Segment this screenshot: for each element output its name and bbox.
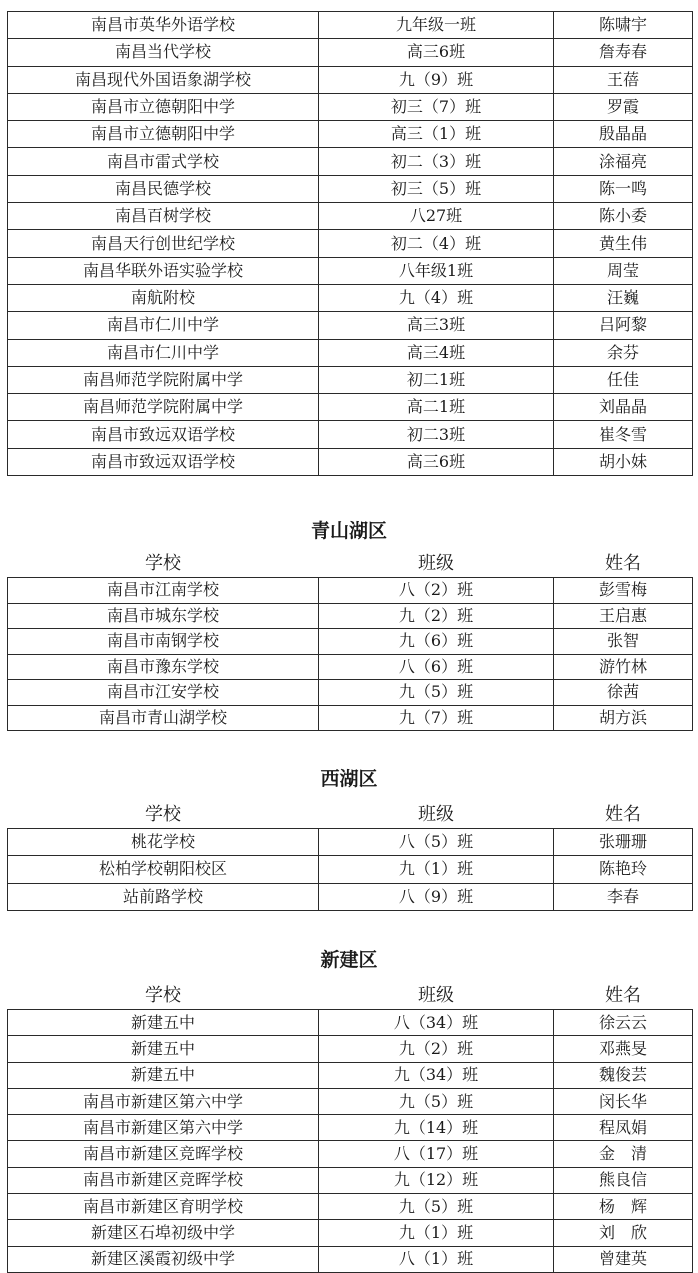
school-cell: 松柏学校朝阳校区 xyxy=(8,856,319,883)
table-row xyxy=(8,680,693,706)
school-cell: 南昌华联外语实验学校 xyxy=(8,257,319,284)
name-cell: 曾建英 xyxy=(554,1246,693,1272)
class-cell: 八（1）班 xyxy=(319,1246,554,1272)
school-cell: 桃花学校 xyxy=(8,829,319,856)
name-cell: 徐茜 xyxy=(554,680,693,706)
name-cell: 汪巍 xyxy=(554,284,693,311)
name-cell: 魏俊芸 xyxy=(554,1062,693,1088)
school-cell: 南昌市立德朝阳中学 xyxy=(8,121,319,148)
school-cell: 新建区溪霞初级中学 xyxy=(8,1246,319,1272)
school-cell: 南昌市仁川中学 xyxy=(8,339,319,366)
table-row xyxy=(8,629,693,655)
name-cell: 张珊珊 xyxy=(554,829,693,856)
roster-table-qingshanhu xyxy=(7,549,693,731)
table-row xyxy=(8,175,693,202)
table-row xyxy=(8,312,693,339)
header-name: 姓名 xyxy=(605,985,641,1006)
class-cell: 九（2）班 xyxy=(319,603,554,629)
name-cell: 李春 xyxy=(554,883,693,910)
table-row xyxy=(8,829,693,856)
name-cell: 王蓓 xyxy=(554,66,693,93)
class-cell: 高三4班 xyxy=(319,339,554,366)
name-cell: 徐云云 xyxy=(554,1010,693,1036)
table-row xyxy=(8,1036,693,1062)
school-cell: 南昌百树学校 xyxy=(8,203,319,230)
class-cell: 八（9）班 xyxy=(319,883,554,910)
class-cell: 初二（4）班 xyxy=(319,230,554,257)
header-name: 姓名 xyxy=(605,553,641,574)
district-title-qingshanhu: 青山湖区 xyxy=(310,520,387,542)
class-cell: 八（2）班 xyxy=(319,578,554,604)
class-cell: 九（34）班 xyxy=(319,1062,554,1088)
name-cell: 吕阿黎 xyxy=(554,312,693,339)
table-row xyxy=(8,1141,693,1167)
school-cell: 南昌市仁川中学 xyxy=(8,312,319,339)
school-cell: 南昌市致远双语学校 xyxy=(8,421,319,448)
name-cell: 陈艳玲 xyxy=(554,856,693,883)
table-row xyxy=(8,12,693,39)
table-row xyxy=(8,1220,693,1246)
school-cell: 南昌市新建区第六中学 xyxy=(8,1088,319,1114)
header-school: 学校 xyxy=(145,804,181,825)
name-cell: 胡方浜 xyxy=(554,705,693,731)
name-cell: 彭雪梅 xyxy=(554,578,693,604)
class-cell: 初二3班 xyxy=(319,421,554,448)
school-cell: 南昌市新建区育明学校 xyxy=(8,1194,319,1220)
name-cell: 周莹 xyxy=(554,257,693,284)
class-cell: 八（5）班 xyxy=(319,829,554,856)
class-cell: 高三3班 xyxy=(319,312,554,339)
name-cell: 余芬 xyxy=(554,339,693,366)
table-row xyxy=(8,230,693,257)
table-row xyxy=(8,654,693,680)
school-cell: 新建区石埠初级中学 xyxy=(8,1220,319,1246)
class-cell: 九（4）班 xyxy=(319,284,554,311)
class-cell: 九（5）班 xyxy=(319,1194,554,1220)
name-cell: 詹寿春 xyxy=(554,39,693,66)
class-cell: 八年级1班 xyxy=(319,257,554,284)
table-row xyxy=(8,1246,693,1272)
table-row xyxy=(8,257,693,284)
table-row xyxy=(8,66,693,93)
school-cell: 南昌民德学校 xyxy=(8,175,319,202)
table-row xyxy=(8,203,693,230)
class-cell: 九（1）班 xyxy=(319,1220,554,1246)
table-row xyxy=(8,1167,693,1193)
roster-table-xihu xyxy=(7,800,693,911)
school-cell: 新建五中 xyxy=(8,1036,319,1062)
table-row xyxy=(8,148,693,175)
name-cell: 任佳 xyxy=(554,366,693,393)
name-cell: 殷晶晶 xyxy=(554,121,693,148)
class-cell: 初二（3）班 xyxy=(319,148,554,175)
school-cell: 南昌天行创世纪学校 xyxy=(8,230,319,257)
table-row xyxy=(8,1194,693,1220)
class-cell: 九（1）班 xyxy=(319,856,554,883)
table-row xyxy=(8,705,693,731)
table-row xyxy=(8,39,693,66)
table-row xyxy=(8,394,693,421)
class-cell: 九（5）班 xyxy=(319,1088,554,1114)
school-cell: 南昌市江南学校 xyxy=(8,578,319,604)
school-cell: 南昌市城东学校 xyxy=(8,603,319,629)
school-cell: 南昌市南钢学校 xyxy=(8,629,319,655)
name-cell: 杨 辉 xyxy=(554,1194,693,1220)
table-row xyxy=(8,284,693,311)
school-cell: 南昌市英华外语学校 xyxy=(8,12,319,39)
class-cell: 八（6）班 xyxy=(319,654,554,680)
school-cell: 南航附校 xyxy=(8,284,319,311)
table-row xyxy=(8,1010,693,1036)
class-cell: 九（12）班 xyxy=(319,1167,554,1193)
header-class: 班级 xyxy=(418,985,454,1006)
class-cell: 九（9）班 xyxy=(319,66,554,93)
roster-table-xinjian xyxy=(7,981,693,1273)
name-cell: 金 清 xyxy=(554,1141,693,1167)
name-cell: 王启惠 xyxy=(554,603,693,629)
table-row xyxy=(8,883,693,910)
school-cell: 南昌师范学院附属中学 xyxy=(8,394,319,421)
school-cell: 南昌市新建区第六中学 xyxy=(8,1115,319,1141)
school-cell: 南昌市雷式学校 xyxy=(8,148,319,175)
school-cell: 新建五中 xyxy=(8,1010,319,1036)
name-cell: 陈一鸣 xyxy=(554,175,693,202)
district-title-xinjian: 新建区 xyxy=(320,949,378,971)
header-school: 学校 xyxy=(145,985,181,1006)
name-cell: 熊良信 xyxy=(554,1167,693,1193)
header-name: 姓名 xyxy=(605,804,641,825)
table-row xyxy=(8,1115,693,1141)
table-row xyxy=(8,448,693,475)
class-cell: 八27班 xyxy=(319,203,554,230)
name-cell: 涂福亮 xyxy=(554,148,693,175)
school-cell: 站前路学校 xyxy=(8,883,319,910)
class-cell: 初二1班 xyxy=(319,366,554,393)
name-cell: 崔冬雪 xyxy=(554,421,693,448)
class-cell: 高二1班 xyxy=(319,394,554,421)
roster-table-continued xyxy=(7,11,693,476)
table-row xyxy=(8,1088,693,1114)
school-cell: 南昌师范学院附属中学 xyxy=(8,366,319,393)
class-cell: 九（2）班 xyxy=(319,1036,554,1062)
district-title-xihu: 西湖区 xyxy=(320,768,378,790)
name-cell: 游竹林 xyxy=(554,654,693,680)
school-cell: 南昌当代学校 xyxy=(8,39,319,66)
class-cell: 高三6班 xyxy=(319,448,554,475)
class-cell: 九（14）班 xyxy=(319,1115,554,1141)
name-cell: 陈小委 xyxy=(554,203,693,230)
header-class: 班级 xyxy=(418,804,454,825)
name-cell: 黄生伟 xyxy=(554,230,693,257)
school-cell: 南昌市立德朝阳中学 xyxy=(8,93,319,120)
name-cell: 刘晶晶 xyxy=(554,394,693,421)
name-cell: 邓燕旻 xyxy=(554,1036,693,1062)
school-cell: 南昌现代外国语象湖学校 xyxy=(8,66,319,93)
table-row xyxy=(8,93,693,120)
table-row xyxy=(8,339,693,366)
table-row xyxy=(8,366,693,393)
name-cell: 程凤娟 xyxy=(554,1115,693,1141)
school-cell: 南昌市致远双语学校 xyxy=(8,448,319,475)
class-cell: 八（34）班 xyxy=(319,1010,554,1036)
school-cell: 南昌市新建区竞晖学校 xyxy=(8,1167,319,1193)
class-cell: 九年级一班 xyxy=(319,12,554,39)
name-cell: 张智 xyxy=(554,629,693,655)
school-cell: 南昌市豫东学校 xyxy=(8,654,319,680)
name-cell: 闵长华 xyxy=(554,1088,693,1114)
class-cell: 九（7）班 xyxy=(319,705,554,731)
table-row xyxy=(8,121,693,148)
class-cell: 高三（1）班 xyxy=(319,121,554,148)
table-row xyxy=(8,578,693,604)
class-cell: 初三（7）班 xyxy=(319,93,554,120)
header-school: 学校 xyxy=(145,553,181,574)
name-cell: 陈啸宇 xyxy=(554,12,693,39)
class-cell: 初三（5）班 xyxy=(319,175,554,202)
table-row xyxy=(8,421,693,448)
table-row xyxy=(8,603,693,629)
school-cell: 南昌市江安学校 xyxy=(8,680,319,706)
class-cell: 九（6）班 xyxy=(319,629,554,655)
school-cell: 新建五中 xyxy=(8,1062,319,1088)
class-cell: 八（17）班 xyxy=(319,1141,554,1167)
name-cell: 罗霞 xyxy=(554,93,693,120)
class-cell: 高三6班 xyxy=(319,39,554,66)
name-cell: 胡小妹 xyxy=(554,448,693,475)
header-class: 班级 xyxy=(418,553,454,574)
table-row xyxy=(8,1062,693,1088)
name-cell: 刘 欣 xyxy=(554,1220,693,1246)
school-cell: 南昌市新建区竞晖学校 xyxy=(8,1141,319,1167)
table-row xyxy=(8,856,693,883)
class-cell: 九（5）班 xyxy=(319,680,554,706)
school-cell: 南昌市青山湖学校 xyxy=(8,705,319,731)
